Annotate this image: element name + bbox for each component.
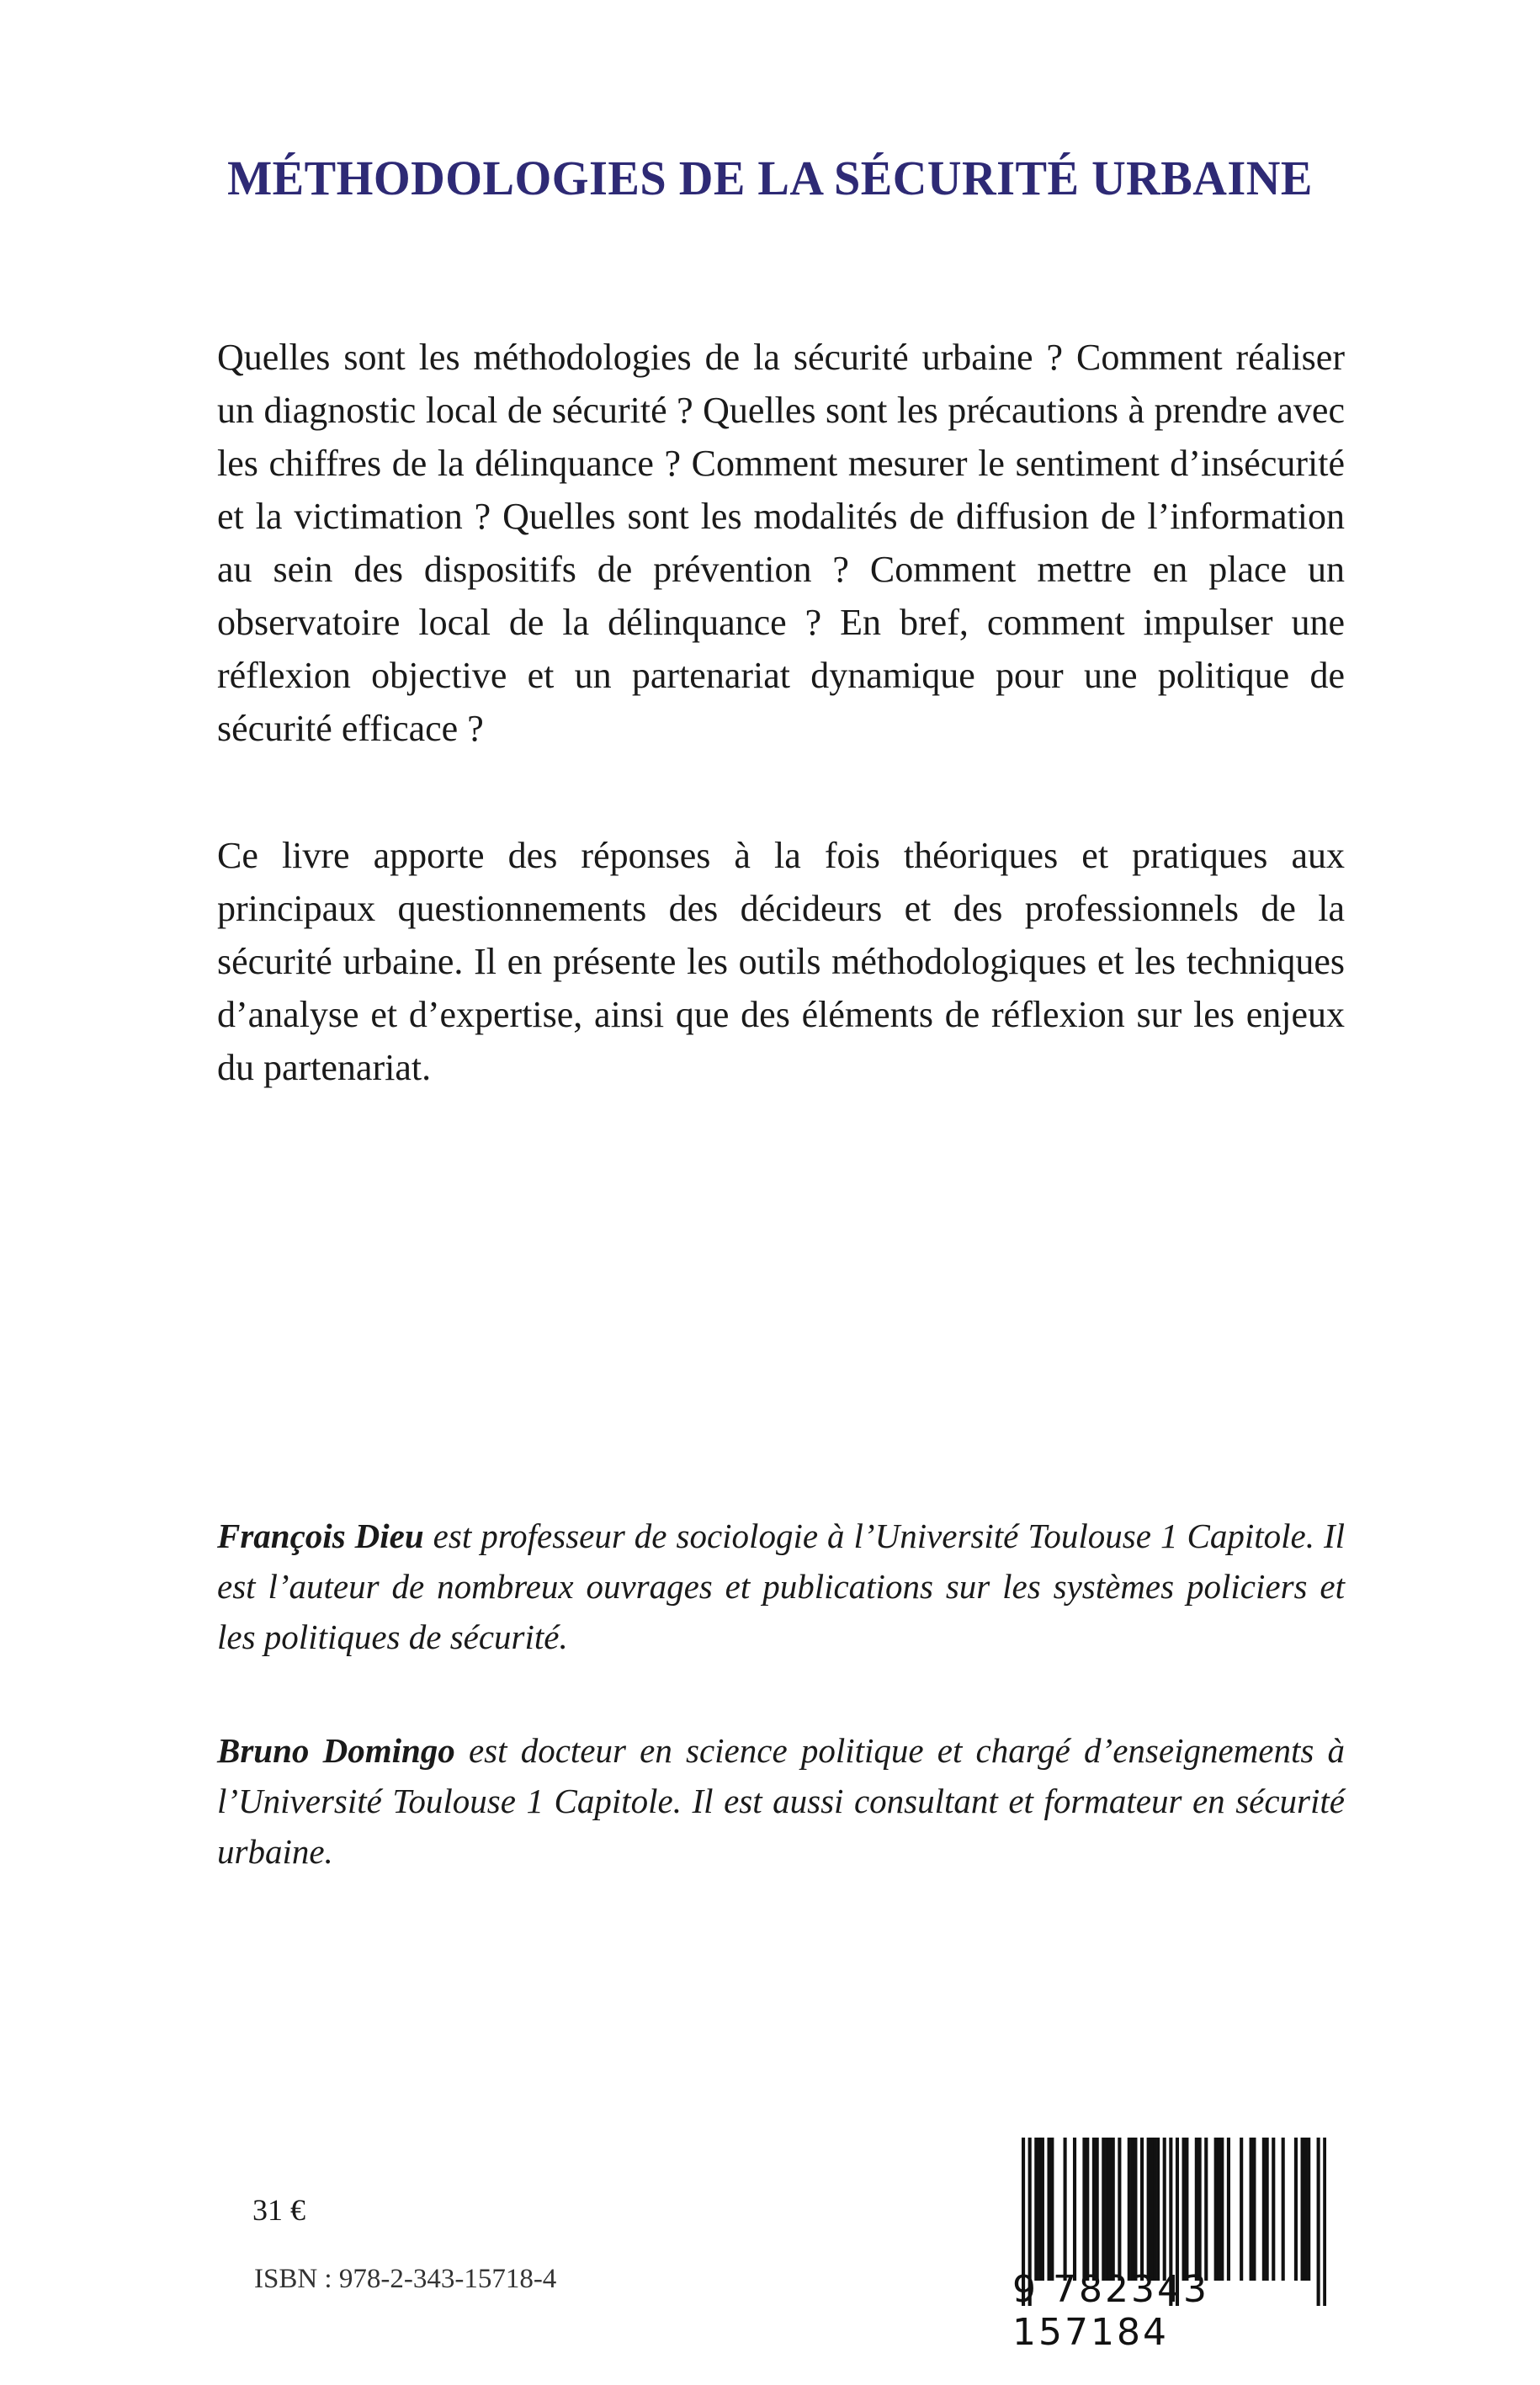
barcode-bar (1073, 2138, 1076, 2281)
barcode-bar (1185, 2138, 1188, 2281)
barcode-bar (1301, 2138, 1304, 2281)
barcode-bar (1047, 2138, 1050, 2281)
price: 31 € (252, 2193, 305, 2227)
barcode-bar (1294, 2138, 1298, 2281)
barcode-bar (1220, 2138, 1224, 2281)
barcode-bar (1262, 2138, 1266, 2281)
barcode-bar (1041, 2138, 1044, 2281)
barcode-bar (1156, 2138, 1160, 2281)
barcode-digits: 9 782343 157184 (1012, 2268, 1209, 2354)
barcode-bar (1102, 2138, 1105, 2281)
barcode-bar (1198, 2138, 1202, 2281)
barcode-bar (1266, 2138, 1269, 2281)
barcode-bar (1038, 2138, 1041, 2281)
barcode-bar (1034, 2138, 1038, 2281)
summary-paragraph-2: Ce livre apporte des réponses à la fois théoriques et pratiques aux principaux questionnements des décideurs et des professionnels de la sécurité urbaine. Il en présente les outils méthodologiques et les techniques d’analyse et d’expertise, ainsi que des éléments de réflexion sur les enjeux du partenariat. (217, 835, 1345, 1088)
barcode-bar (1217, 2138, 1220, 2281)
barcode-bar (1096, 2138, 1099, 2281)
barcode-bar (1082, 2138, 1086, 2281)
barcode-bar (1064, 2138, 1067, 2281)
barcode-bar (1105, 2138, 1108, 2281)
summary-paragraph-1: Quelles sont les méthodologies de la sécurité urbaine ? Comment réaliser un diagnostic local de sécurité ? Quelles sont les précautions à prendre avec les chiffres de la délinquance ? Comment mesurer le sentiment d’insécurité et la victimation ? Quelles sont les modalités de diffusion de l’information au sein des dispositifs de prévention ? Comment mettre en place un observatoire local de la délinquance ? En bref, comment impulser une réflexion objective et un partenariat dynamique pour une politique de sécurité efficace ? (217, 337, 1345, 749)
author-bio-text: est docteur en science politique et chargé d’enseignements à l’Université Toulouse 1 Capitole. Il est aussi consultant et formateur en sécurité urbaine. (217, 1731, 1345, 1871)
barcode-bar (1282, 2138, 1285, 2281)
barcode-bar (1240, 2138, 1243, 2281)
barcode-bar (1252, 2138, 1256, 2281)
author-name: Bruno Domingo (217, 1731, 455, 1770)
barcode-bar (1153, 2138, 1156, 2281)
author-bio-1 (217, 1511, 1345, 1662)
author-bio-text: est professeur de sociologie à l’Université Toulouse 1 Capitole. Il est l’auteur de nombreux ouvrages et publications sur les systèmes policiers et les politiques de sécurité. (217, 1517, 1345, 1656)
barcode-bar (1227, 2138, 1230, 2281)
author-name: François Dieu (217, 1517, 424, 1555)
isbn: ISBN : 978-2-343-15718-4 (254, 2264, 557, 2294)
barcode-bar (1272, 2138, 1275, 2281)
book-title: MÉTHODOLOGIES DE LA SÉCURITÉ URBAINE (227, 151, 1313, 205)
barcode-bar (1250, 2138, 1253, 2281)
barcode-bar (1086, 2138, 1089, 2281)
barcode-bar (1131, 2138, 1134, 2281)
barcode-bar (1204, 2138, 1208, 2281)
barcode-bar (1304, 2138, 1307, 2281)
author-bio-2 (217, 1725, 1345, 1877)
barcode-bar (1092, 2138, 1096, 2281)
barcode-bar (1147, 2138, 1150, 2281)
barcode-bar (1150, 2138, 1153, 2281)
barcode-bar (1214, 2138, 1218, 2281)
barcode-bar (1307, 2138, 1310, 2281)
barcode-bar (1195, 2138, 1198, 2281)
barcode-bar (1112, 2138, 1115, 2281)
barcode-bar (1140, 2138, 1144, 2281)
barcode-bar (1118, 2138, 1121, 2281)
barcode-bar (1134, 2138, 1137, 2281)
barcode-bar (1108, 2138, 1112, 2281)
barcode-bar (1050, 2138, 1054, 2281)
barcode-bar (1128, 2138, 1131, 2281)
barcode-bar (1182, 2138, 1186, 2281)
barcode-bar (1163, 2138, 1166, 2281)
